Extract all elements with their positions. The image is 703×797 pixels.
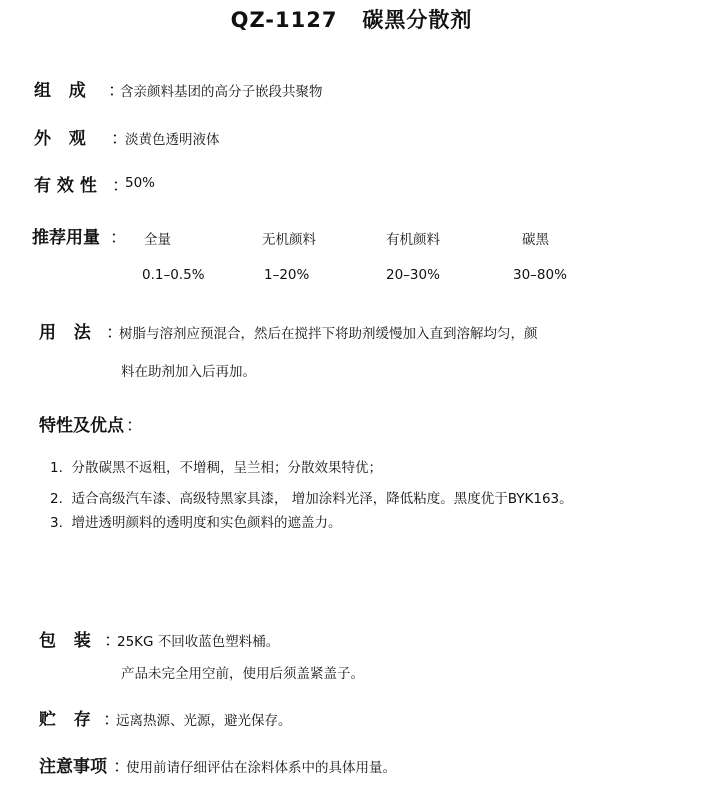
- storage-colon: ：: [103, 710, 120, 730]
- packaging-colon: ：: [104, 631, 121, 651]
- features-heading: 特性及优点: [39, 416, 124, 436]
- packaging-line-1: 25KG 不回收蓝色塑料桶。: [117, 634, 280, 650]
- dosage-value-carbon: 30–80%: [513, 267, 567, 283]
- packaging-label: 包 装: [39, 631, 91, 651]
- notes-value: 使用前请仔细评估在涂料体系中的具体用量。: [126, 760, 396, 776]
- feature-item-2: 2. 适合高级汽车漆、高级特黑家具漆， 增加涂料光泽，降低粘度。黑度优于BYK163。: [50, 491, 573, 507]
- appearance-colon: ：: [111, 129, 128, 149]
- active-colon: ：: [112, 176, 129, 196]
- active-label: 有 效 性: [34, 176, 97, 196]
- feature-item-1: 1. 分散碳黑不返粗，不增稠，呈兰相；分散效果特优；: [50, 460, 382, 476]
- feature-item-3: 3. 增进透明颜料的透明度和实色颜料的遮盖力。: [50, 515, 342, 531]
- usage-line-1: 树脂与溶剂应预混合，然后在搅拌下将助剂缓慢加入直到溶解均匀，颜: [119, 326, 538, 342]
- dosage-value-inorganic: 1–20%: [264, 267, 310, 283]
- dosage-header-inorganic: 无机颜料: [262, 232, 316, 248]
- appearance-label: 外 观: [34, 129, 86, 149]
- dosage-colon: ：: [110, 228, 127, 248]
- notes-label: 注意事项: [39, 757, 107, 777]
- features-colon: ：: [126, 416, 143, 436]
- composition-value: 含亲颜料基团的高分子嵌段共聚物: [120, 84, 323, 100]
- usage-line-2: 料在助剂加入后再加。: [121, 364, 256, 380]
- dosage-value-total: 0.1–0.5%: [142, 267, 205, 283]
- storage-value: 远离热源、光源，避光保存。: [116, 713, 292, 729]
- dosage-header-organic: 有机颜料: [386, 232, 440, 248]
- packaging-line-2: 产品未完全用空前，使用后须盖紧盖子。: [121, 666, 364, 682]
- notes-colon: ：: [113, 757, 130, 777]
- composition-colon: ：: [108, 81, 125, 101]
- dosage-header-total: 全量: [144, 232, 171, 248]
- dosage-label: 推荐用量: [32, 228, 100, 248]
- storage-label: 贮 存: [39, 710, 91, 730]
- dosage-header-carbon: 碳黑: [522, 232, 549, 248]
- appearance-value: 淡黄色透明液体: [125, 132, 220, 148]
- dosage-value-organic: 20–30%: [386, 267, 440, 283]
- page-title: QZ-1127 碳黑分散剂: [230, 8, 473, 32]
- composition-label: 组 成: [34, 81, 86, 101]
- usage-colon: ：: [106, 323, 123, 343]
- active-value: 50%: [125, 175, 156, 191]
- usage-label: 用 法: [39, 323, 91, 343]
